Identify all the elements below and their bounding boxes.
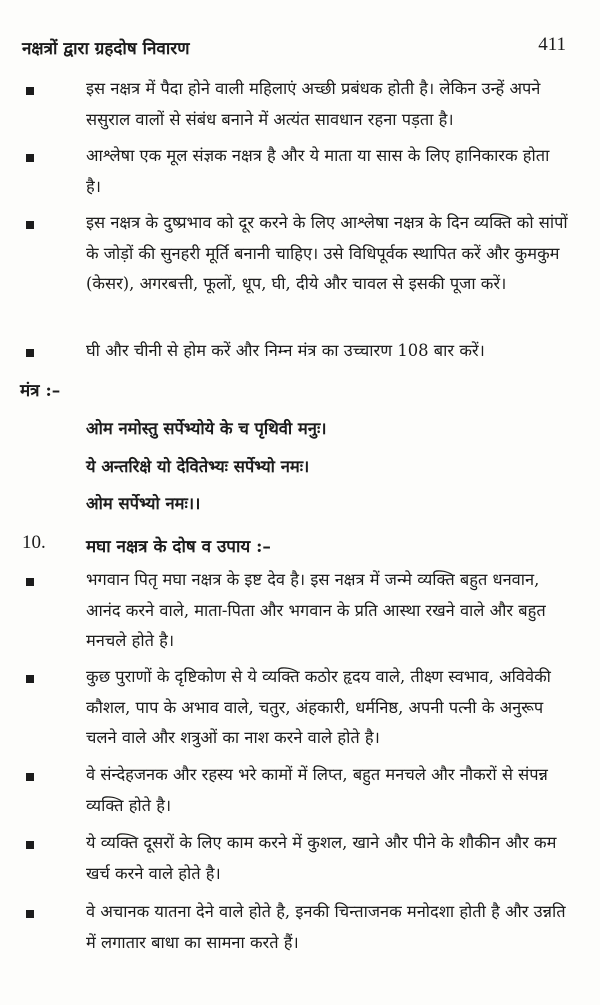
bullet-marker — [26, 349, 34, 357]
page-header — [22, 36, 566, 64]
bullet-marker — [26, 87, 34, 95]
bullet-text: घी और चीनी से होम करें और निम्न मंत्र का उच्चारण 108 बार करें। — [86, 341, 485, 360]
mantra-line: ये अन्तरिक्षे यो देवितेभ्यः सर्पेभ्यो नमः। — [86, 457, 310, 476]
bullet-marker — [26, 675, 34, 683]
section-heading: मघा नक्षत्र के दोष व उपाय :– — [86, 537, 271, 557]
bullet-marker — [26, 221, 34, 229]
bullet-marker — [26, 910, 34, 918]
bullet-text: वे अचानक यातना देने वाले होते है, इनकी चिन्ताजनक मनोदशा होती है और उन्नति में लगातार बाधा का सामना करते हैं। — [86, 902, 566, 952]
bullet-text: इस नक्षत्र के दुष्प्रभाव को दूर करने के लिए आश्लेषा नक्षत्र के दिन व्यक्ति को सांपों के जोड़ों की सुनहरी मूर्ति बनानी चाहिए। उसे विधिपूर्वक स्थापित करें और कुमकुम (केसर), अगरबत्ती, फूलों, धूप, घी, दीये और चावल से इसकी पूजा करें। — [86, 213, 568, 293]
bullet-marker — [26, 154, 34, 162]
bullet-text: भगवान पितृ मघा नक्षत्र के इष्ट देव है। इस नक्षत्र में जन्मे व्यक्ति बहुत धनवान, आनंद करने वाले, माता-पिता और भगवान के प्रति आस्था रखने वाले और बहुत मनचले होते है। — [86, 570, 546, 650]
mantra-line: ओम नमोस्तु सर्पेभ्योये के च पृथिवी मनुः। — [86, 419, 327, 438]
bullet-text: ये व्यक्ति दूसरों के लिए काम करने में कुशल, खाने और पीने के शौकीन और कम खर्च करने वाले होते है। — [86, 833, 557, 883]
bullet-marker — [26, 841, 34, 849]
bullet-text: आश्लेषा एक मूल संज्ञक नक्षत्र है और ये माता या सास के लिए हानिकारक होता है। — [86, 146, 550, 196]
page-number: 411 — [538, 34, 566, 55]
running-title: नक्षत्रों द्वारा ग्रहदोष निवारण — [22, 39, 190, 59]
bullet-text: वे संन्देहजनक और रहस्य भरे कामों में लिप्त, बहुत मनचले और नौकरों से संपन्न व्यक्ति होते है। — [86, 765, 548, 815]
mantra-line: ओम सर्पेभ्यो नमः।। — [86, 494, 201, 513]
bullet-text: इस नक्षत्र में पैदा होने वाली महिलाएं अच्छी प्रबंधक होती है। लेकिन उन्हें अपने ससुराल वालों से संबंध बनाने में अत्यंत सावधान रहना पड़ता है। — [86, 79, 541, 129]
bullet-marker — [26, 773, 34, 781]
bullet-text: कुछ पुराणों के दृष्टिकोण से ये व्यक्ति कठोर हृदय वाले, तीक्ष्ण स्वभाव, अविवेकी कौशल, पाप के अभाव वाले, चतुर, अंहकारी, धर्मनिष्ठ, अपनी पत्नी के अनुरूप चलने वाले और शत्रुओं का नाश करने वाले होते है। — [86, 667, 551, 747]
bullet-marker — [26, 578, 34, 586]
section-number: 10. — [22, 532, 46, 553]
mantra-label: मंत्र :– — [20, 381, 61, 401]
